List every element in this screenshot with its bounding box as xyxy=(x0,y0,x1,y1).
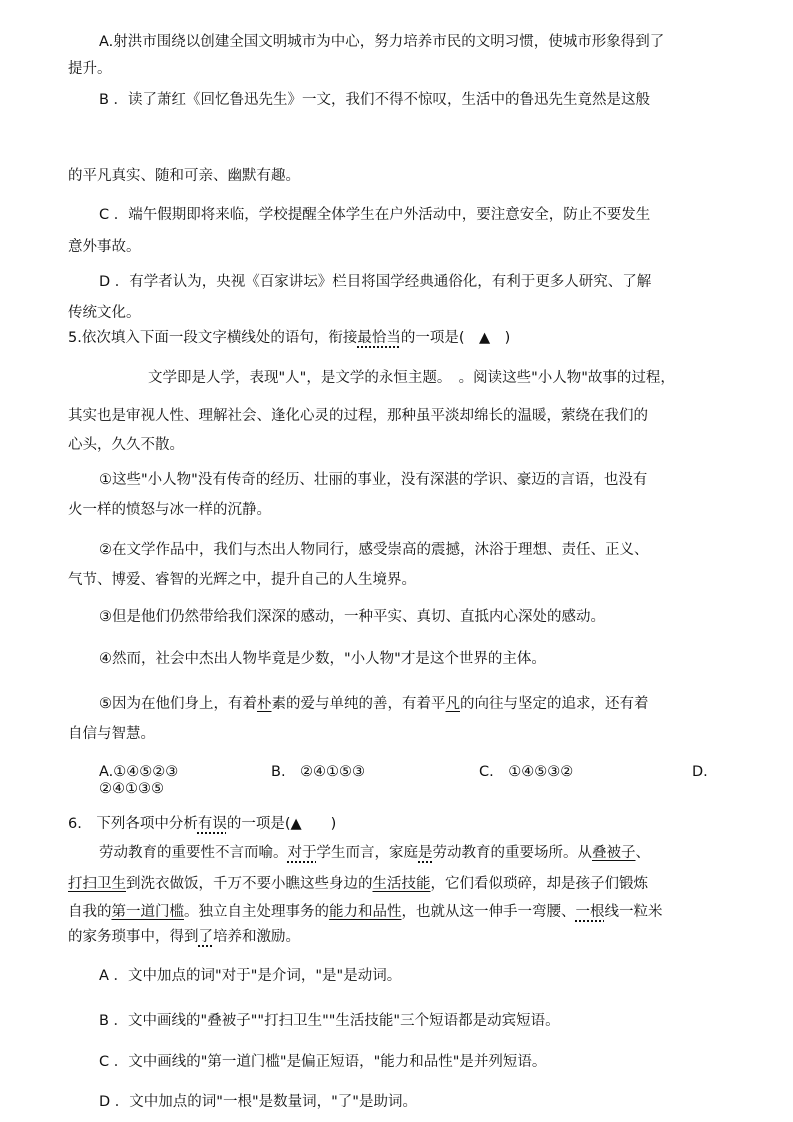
q6-p4-dotted-le: 了 xyxy=(198,929,213,945)
q5-s5-pre: ⑤因为在他们身上，有着 xyxy=(99,696,257,712)
q5-sentence-1-line2: 火一样的愤怒与冰一样的沉静。 xyxy=(68,502,271,518)
q5-passage-line3: 心头，久久不散。 xyxy=(68,437,184,453)
q6-p1-underlined-dieibeizi: 叠被子 xyxy=(592,845,636,861)
q4-option-a-line1: A.射洪市围绕以创建全国文明城市为中心，努力培养市民的文明习惯，使城市形象得到了 xyxy=(99,34,665,50)
q5-passage-line1: 文学即是人学，表现"人"，是文学的永恒主题。 。阅读这些"小人物"故事的过程， xyxy=(148,370,675,386)
q5-stem-pre: 5.依次填入下面一段文字横线处的语句，衔接 xyxy=(68,330,358,346)
q4-option-d-line2: 传统文化。 xyxy=(68,305,141,321)
q5-sentence-1-line1: ①这些"小人物"没有传奇的经历、壮丽的事业，没有深湛的学识、豪迈的言语，也没有 xyxy=(99,472,648,488)
q6-p3-mid2: ，也就从这一伸手一弯腰、 xyxy=(401,904,576,920)
q6-passage-line3 xyxy=(68,902,663,922)
q6-p3-underlined-pinxing: 能力和品性 xyxy=(329,904,402,920)
q5-stem-emphasis: 最恰当 xyxy=(357,330,401,346)
q4-option-c-line2: 意外事故。 xyxy=(68,239,141,255)
q5-sentence-4: ④然而，社会中杰出人物毕竟是少数，"小人物"才是这个世界的主体。 xyxy=(99,651,546,667)
q6-option-b: B ．文中画线的"叠被子""打扫卫生""生活技能"三个短语都是动宾短语。 xyxy=(99,1013,560,1029)
q6-option-d: D ．文中加点的词"一根"是数量词，"了"是助词。 xyxy=(99,1094,417,1110)
q6-p4-post: 培养和激励。 xyxy=(213,929,300,945)
q4-option-b-line1: B ．读了萧红《回忆鲁迅先生》一文，我们不得不惊叹，生活中的鲁迅先生竟然是这般 xyxy=(99,92,651,108)
q6-stem-post: 的一项是(▲ ) xyxy=(226,816,337,832)
q5-sentence-5-line1 xyxy=(99,694,649,714)
q6-passage-line2 xyxy=(68,874,648,894)
q6-p1-mid2: 劳动教育的重要场所。从 xyxy=(432,845,592,861)
q6-stem-pre: 6. 下列各项中分析 xyxy=(68,816,198,832)
q6-p2-mid: 到洗衣做饭，千万不要小瞧这些身边的 xyxy=(126,876,373,892)
q5-sentence-2-line1: ②在文学作品中，我们与杰出人物同行，感受崇高的震撼，沐浴于理想、责任、正义、 xyxy=(99,542,649,558)
q5-option-b: B. ②④①⑤③ xyxy=(271,764,366,780)
q5-sentence-3: ③但是他们仍然带给我们深深的感动，一种平实、真切、直抵内心深处的感动。 xyxy=(99,609,605,625)
q6-p1-dotted-duiyu: 对于 xyxy=(287,845,317,861)
q6-p3-pre: 自我的 xyxy=(68,904,112,920)
q5-s5-underlined-char-2: 凡 xyxy=(445,696,460,712)
q6-p1-post: 、 xyxy=(635,845,650,861)
q5-passage-line2: 其实也是审视人性、理解社会、逢化心灵的过程，那种虽平淡却绵长的温暖，萦绕在我们的 xyxy=(68,408,648,424)
q6-p2-post: ，它们看似琐碎，却是孩子们锻炼 xyxy=(430,876,648,892)
q6-option-c: C ．文中画线的"第一道门槛"是偏正短语，"能力和品性"是并列短语。 xyxy=(99,1054,547,1070)
q6-stem xyxy=(68,814,336,834)
q5-option-c: C. ①④⑤③② xyxy=(479,764,574,780)
q5-option-d-value: ②④①③⑤ xyxy=(99,781,164,797)
q6-option-a: A ．文中加点的词"对于"是介词，"是"是动词。 xyxy=(99,968,402,984)
q6-p3-post: 线一粒米 xyxy=(604,904,663,920)
q6-p2-underlined-dasao: 打扫卫生 xyxy=(68,876,126,892)
q5-stem-post: 的一项是( ▲ ) xyxy=(400,330,511,346)
q6-passage-line1 xyxy=(99,843,650,863)
q4-option-a-line2: 提升。 xyxy=(68,61,112,77)
q4-option-d-line1: D ．有学者认为，央视《百家讲坛》栏目将国学经典通俗化，有利于更多人研究、了解 xyxy=(99,274,652,290)
q5-s5-underlined-char: 朴 xyxy=(257,696,272,712)
q5-option-d-label: D. xyxy=(692,764,708,780)
q6-p1-pre: 劳动教育的重要性不言而喻。 xyxy=(99,845,288,861)
q6-p2-underlined-jineng: 生活技能 xyxy=(372,876,431,892)
q5-s5-post: 的向往与坚定的追求，还有着 xyxy=(460,696,649,712)
q6-p3-mid: 。独立自主处理事务的 xyxy=(184,904,329,920)
q6-passage-line4 xyxy=(68,927,300,947)
q5-s5-mid: 素的爱与单纯的善，有着平 xyxy=(271,696,446,712)
q6-p4-pre: 的家务琐事中，得到 xyxy=(68,929,199,945)
q6-p1-mid: 学生而言，家庭 xyxy=(316,845,418,861)
q5-stem xyxy=(68,328,510,348)
q5-option-a: A.①④⑤②③ xyxy=(99,764,179,780)
q5-sentence-2-line2: 气节、博爱、睿智的光辉之中，提升自己的人生境界。 xyxy=(68,572,416,588)
q6-p3-dotted-yigen: 一根 xyxy=(575,904,605,920)
q4-option-c-line1: C ．端午假期即将来临，学校提醒全体学生在户外活动中，要注意安全，防止不要发生 xyxy=(99,207,651,223)
q4-option-b-line2: 的平凡真实、随和可亲、幽默有趣。 xyxy=(68,168,300,184)
q6-p1-dotted-shi: 是 xyxy=(418,845,433,861)
q6-stem-emphasis: 有误 xyxy=(197,816,227,832)
q6-p3-underlined-menkan: 第一道门槛 xyxy=(111,904,184,920)
q5-sentence-5-line2: 自信与智慧。 xyxy=(68,726,155,742)
